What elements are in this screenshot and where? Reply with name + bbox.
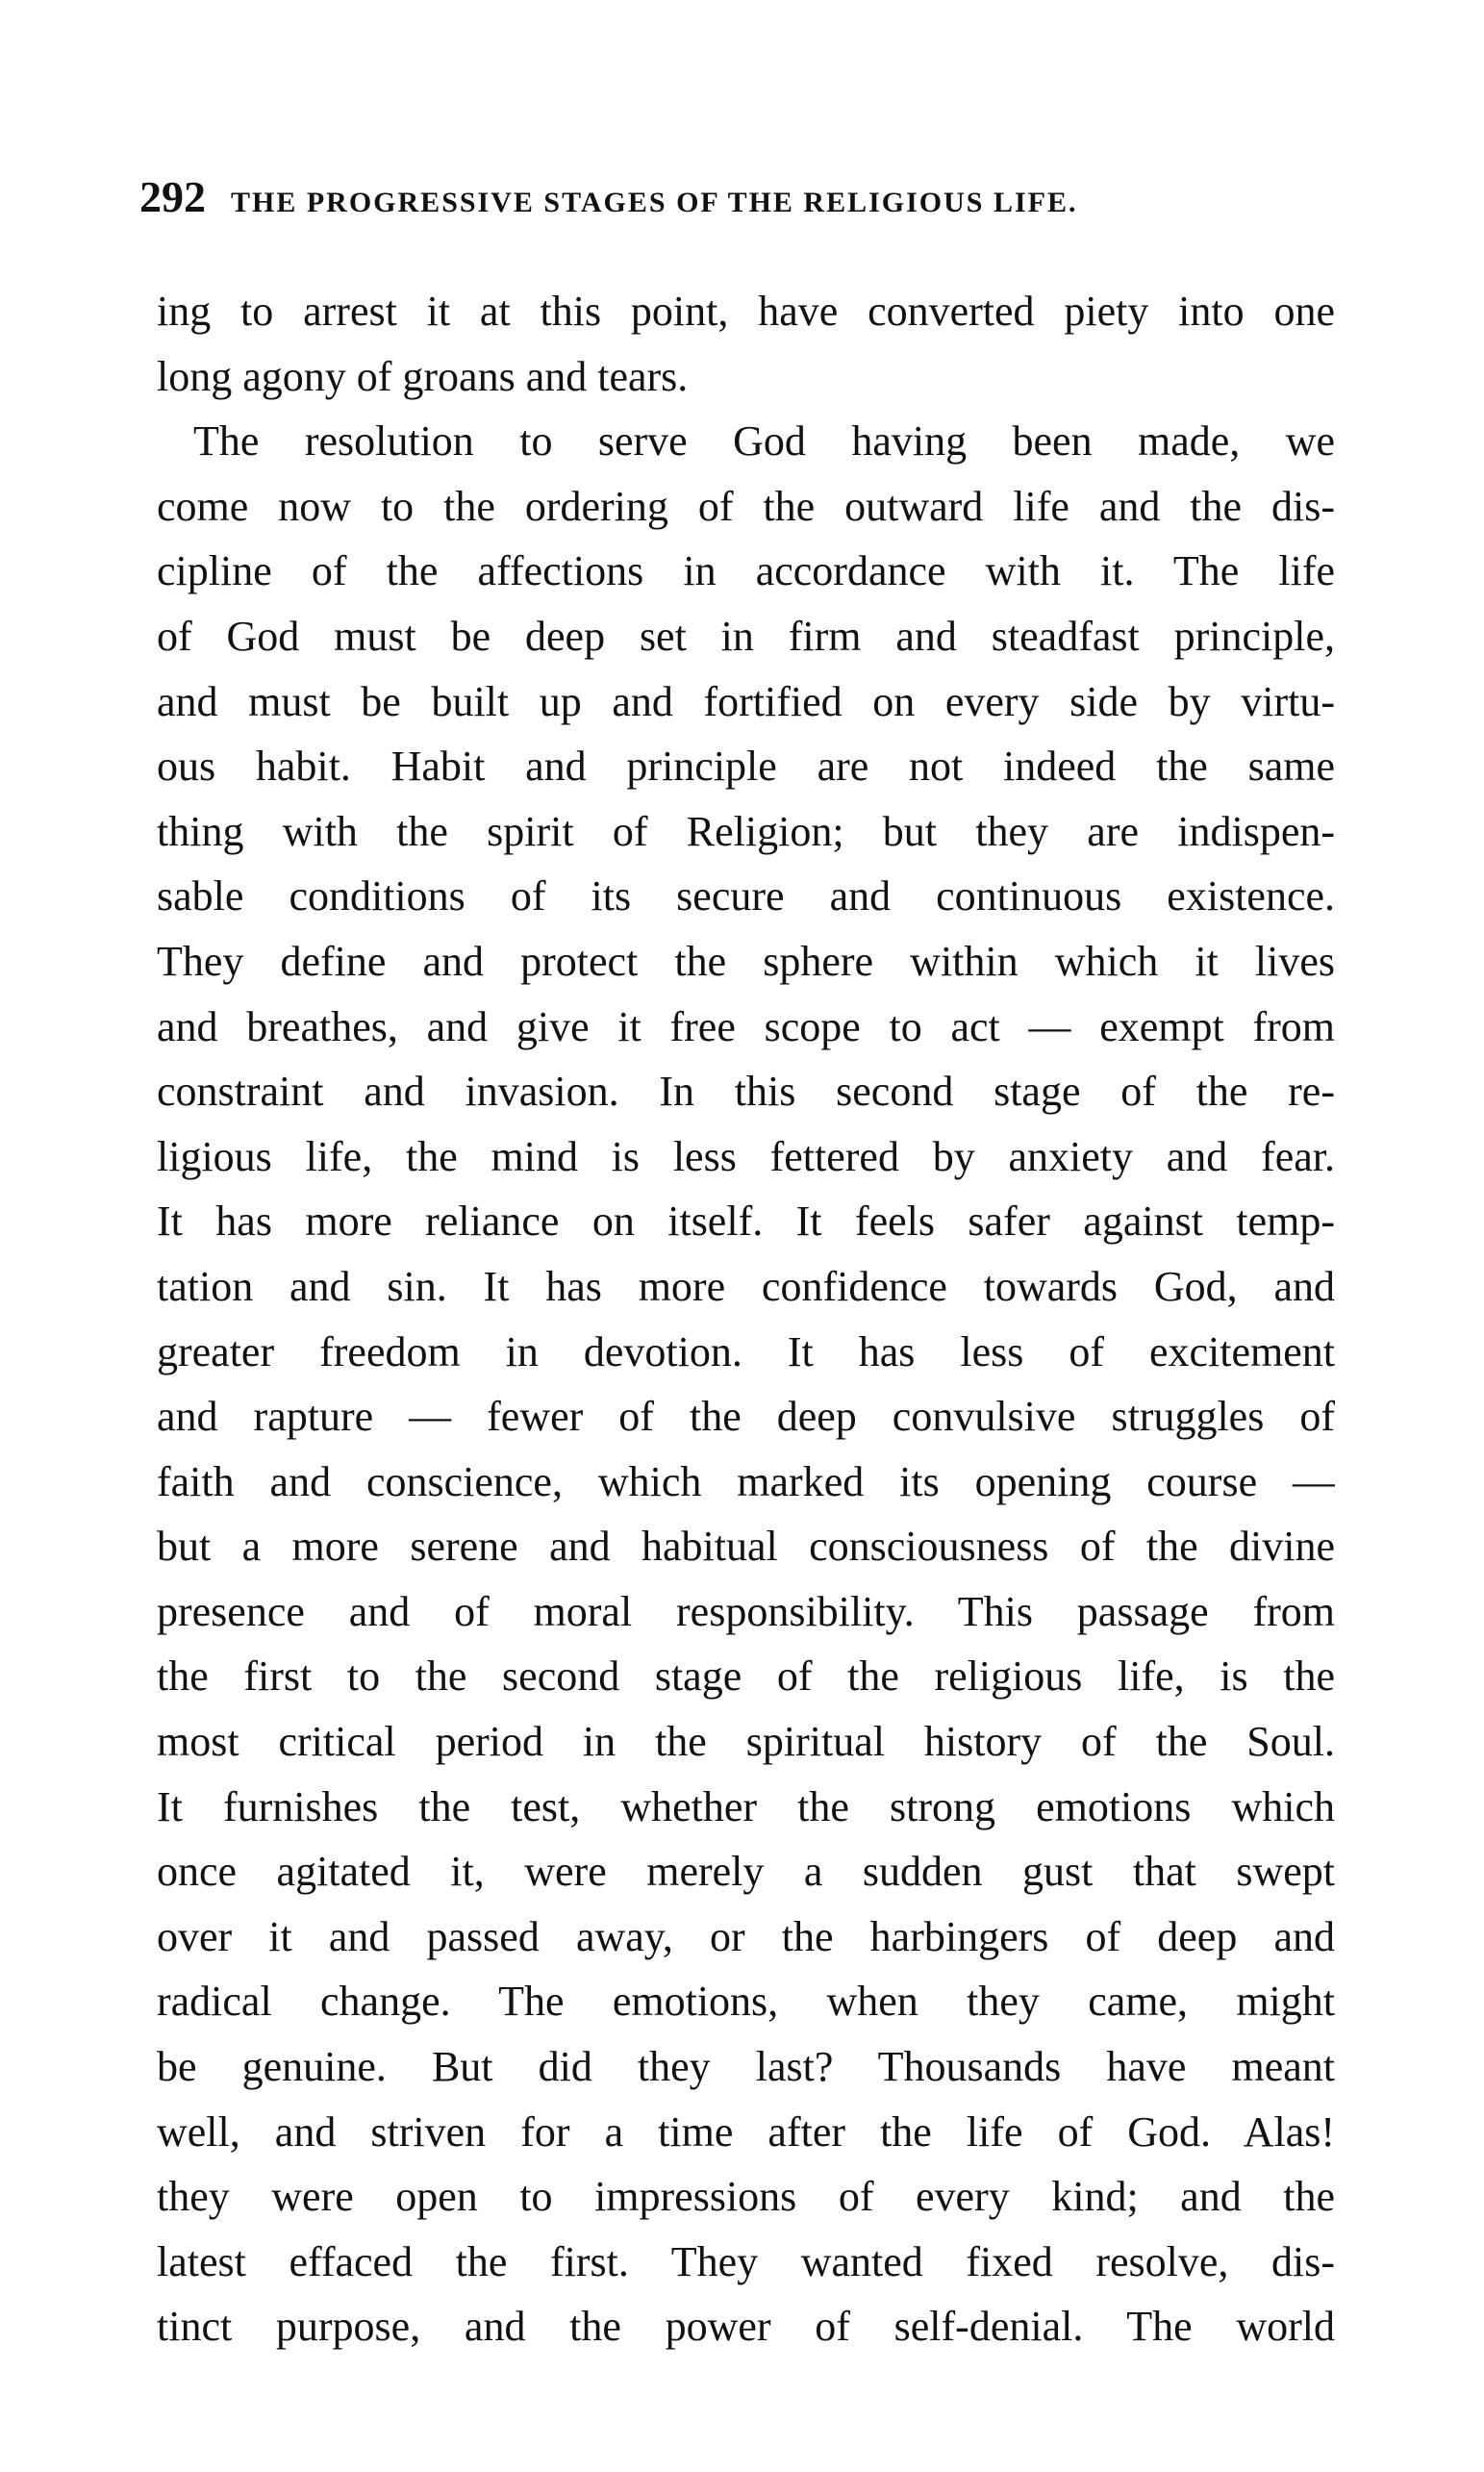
text-line: The resolution to serve God having been made, we <box>193 417 1335 466</box>
text-line: over it and passed away, or the harbingers of deep and <box>157 1912 1335 1960</box>
running-head-title: THE PROGRESSIVE STAGES OF THE RELIGIOUS LIFE. <box>231 187 1078 218</box>
text-line: come now to the ordering of the outward life and the dis- <box>157 482 1335 530</box>
text-line: they were open to impressions of every kind; and the <box>157 2173 1335 2221</box>
text-line: tation and sin. It has more confidence towards God, and <box>157 1262 1335 1310</box>
text-line: once agitated it, were merely a sudden gust that swept <box>157 1848 1335 1896</box>
body-text <box>157 279 1335 2359</box>
text-line: cipline of the affections in accordance with it. The life <box>157 547 1335 595</box>
text-line: the first to the second stage of the religious life, is the <box>157 1652 1335 1701</box>
text-line: radical change. The emotions, when they came, might <box>157 1978 1335 2026</box>
text-line: They define and protect the sphere within which it lives <box>157 937 1335 985</box>
text-line: sable conditions of its secure and continuous existence. <box>157 872 1335 921</box>
text-line: but a more serene and habitual consciousness of the divine <box>157 1523 1335 1571</box>
page-number: 292 <box>139 172 206 221</box>
text-line: be genuine. But did they last? Thousands have meant <box>157 2043 1335 2091</box>
text-line: and breathes, and give it free scope to act — exempt from <box>157 1002 1335 1050</box>
text-line: and rapture — fewer of the deep convulsive struggles of <box>157 1393 1335 1441</box>
text-line: long agony of groans and tears. <box>157 352 689 400</box>
text-line: faith and conscience, which marked its opening course — <box>157 1457 1335 1505</box>
text-line: of God must be deep set in firm and steadfast principle, <box>157 612 1335 660</box>
text-line: and must be built up and fortified on every side by virtu- <box>157 677 1335 725</box>
text-line: presence and of moral responsibility. This passage from <box>157 1587 1335 1635</box>
text-line: ing to arrest it at this point, have converted piety into one <box>157 288 1335 335</box>
text-line: ligious life, the mind is less fettered by anxiety and fear. <box>157 1132 1335 1180</box>
text-line: It has more reliance on itself. It feels safer against temp- <box>157 1198 1335 1246</box>
text-line: tinct purpose, and the power of self-denial. The world <box>157 2303 1335 2351</box>
text-line: greater freedom in devotion. It has less of excitement <box>157 1327 1335 1375</box>
text-line: most critical period in the spiritual history of the Soul. <box>157 1718 1335 1766</box>
text-line: well, and striven for a time after the life of God. Alas! <box>157 2107 1335 2156</box>
running-head <box>139 171 1332 239</box>
text-line: thing with the spirit of Religion; but they are indispen- <box>157 807 1335 855</box>
text-line: ous habit. Habit and principle are not indeed the same <box>157 743 1335 791</box>
text-line: It furnishes the test, whether the strong emotions which <box>157 1782 1335 1830</box>
text-line: constraint and invasion. In this second stage of the re- <box>157 1068 1335 1116</box>
text-line: latest effaced the first. They wanted fixed resolve, dis- <box>157 2237 1335 2285</box>
